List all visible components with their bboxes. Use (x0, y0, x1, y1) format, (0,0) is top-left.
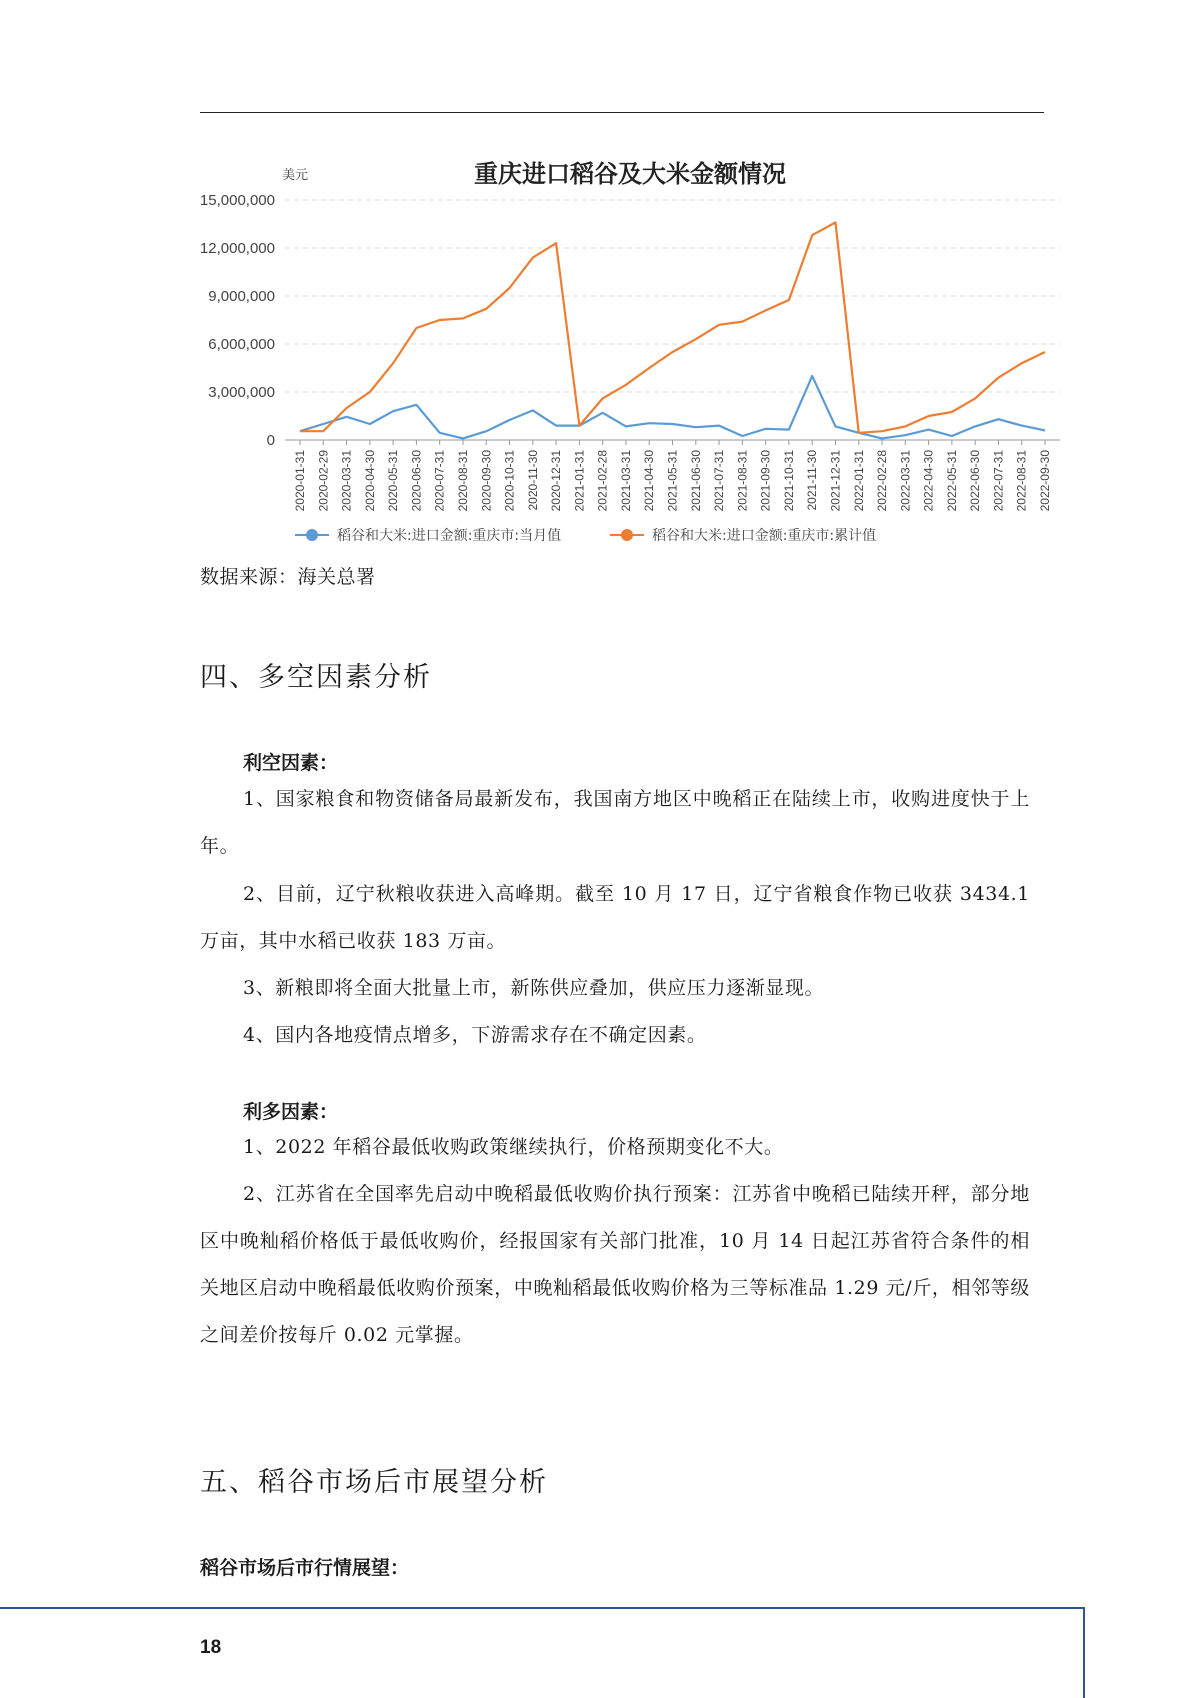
series-line (300, 376, 1045, 438)
legend-swatch-dot (306, 529, 318, 541)
x-tick-label: 2022-07-31 (991, 450, 1006, 512)
x-tick-label: 2022-04-30 (921, 450, 936, 512)
y-tick-label: 6,000,000 (208, 336, 275, 353)
outlook-subtitle: 稻谷市场后市行情展望： (200, 1557, 410, 1579)
bullish-title: 利多因素： (243, 1101, 339, 1123)
chart-svg (200, 150, 1060, 550)
x-tick-label: 2022-06-30 (968, 450, 983, 512)
x-tick-label: 2022-09-30 (1038, 450, 1052, 512)
x-tick-label: 2020-09-30 (479, 450, 494, 512)
import-amount-chart (200, 150, 1060, 550)
x-tick-label: 2022-08-31 (1014, 450, 1029, 512)
x-tick-label: 2020-12-31 (549, 450, 564, 512)
bullish-item-1: 1、2022 年稻谷最低收购政策继续执行，价格预期变化不大。 (243, 1136, 784, 1158)
x-tick-label: 2021-03-31 (618, 450, 633, 512)
x-tick-label: 2022-03-31 (898, 450, 913, 512)
data-source: 数据来源：海关总署 (200, 566, 376, 588)
x-tick-label: 2020-06-30 (409, 450, 424, 512)
y-tick-label: 3,000,000 (208, 384, 275, 401)
x-tick-label: 2021-08-31 (735, 450, 750, 512)
section-title-outlook: 五、稻谷市场后市展望分析 (200, 1467, 548, 1498)
x-tick-label: 2022-02-28 (875, 450, 890, 512)
legend-label: 稻谷和大米:进口金额:重庆市:当月值 (337, 528, 562, 544)
x-tick-label: 2020-01-31 (293, 450, 307, 512)
page-number: 18 (200, 1637, 222, 1658)
chart-unit-label: 美元 (281, 168, 309, 183)
x-tick-label: 2020-03-31 (339, 450, 354, 512)
x-tick-label: 2020-04-30 (362, 450, 377, 512)
bearish-title: 利空因素： (243, 752, 339, 774)
x-tick-label: 2021-04-30 (642, 450, 657, 512)
x-tick-label: 2020-02-29 (316, 450, 331, 512)
x-tick-label: 2021-02-28 (595, 450, 610, 512)
series-line (300, 222, 1045, 432)
section-title-analysis: 四、多空因素分析 (200, 662, 432, 693)
header-rule (200, 112, 1044, 113)
legend-label: 稻谷和大米:进口金额:重庆市:累计值 (652, 528, 877, 544)
footer-rule-vertical (1083, 1607, 1085, 1698)
bearish-item-1: 1、国家粮食和物资储备局最新发布，我国南方地区中晚稻正在陆续上市，收购进度快于上年。 (200, 788, 1030, 857)
x-tick-label: 2022-05-31 (944, 450, 959, 512)
y-tick-label: 9,000,000 (208, 288, 275, 305)
footer-rule (0, 1607, 1085, 1609)
x-tick-label: 2020-05-31 (386, 450, 401, 512)
y-tick-label: 12,000,000 (200, 240, 275, 257)
x-tick-label: 2021-01-31 (572, 450, 587, 512)
bearish-item-2: 2、目前，辽宁秋粮收获进入高峰期。截至 10 月 17 日，辽宁省粮食作物已收获 3434.1 万亩，其中水稻已收获 183 万亩。 (200, 883, 1030, 952)
bullish-item-2: 2、江苏省在全国率先启动中晚稻最低收购价执行预案：江苏省中晚稻已陆续开秤，部分地区中晚籼稻价格低于最低收购价，经报国家有关部门批准，10 月 14 日起江苏省符合条件的相关地区启动中晚稻最低收购价预案，中晚籼稻最低收购价格为三等标准品 1.29 元/斤，相邻等级之间差价按每斤 0.02 元掌握。 (200, 1183, 1030, 1346)
x-tick-label: 2021-06-30 (688, 450, 703, 512)
x-tick-label: 2020-08-31 (455, 450, 470, 512)
x-tick-label: 2021-10-31 (781, 450, 796, 512)
x-tick-label: 2022-01-31 (851, 450, 866, 512)
bearish-item-3: 3、新粮即将全面大批量上市，新陈供应叠加，供应压力逐渐显现。 (243, 977, 825, 999)
legend-swatch-dot (621, 529, 633, 541)
x-tick-label: 2021-09-30 (758, 450, 773, 512)
x-tick-label: 2020-10-31 (502, 450, 517, 512)
y-tick-label: 0 (266, 432, 275, 449)
x-tick-label: 2020-11-30 (525, 450, 540, 511)
x-tick-label: 2021-05-31 (665, 450, 680, 512)
x-tick-label: 2020-07-31 (432, 450, 447, 512)
x-tick-label: 2021-11-30 (805, 450, 820, 511)
chart-title: 重庆进口稻谷及大米金额情况 (474, 160, 786, 188)
bearish-item-4: 4、国内各地疫情点增多，下游需求存在不确定因素。 (243, 1024, 707, 1046)
x-tick-label: 2021-07-31 (712, 450, 727, 512)
y-tick-label: 15,000,000 (200, 192, 275, 209)
x-tick-label: 2021-12-31 (828, 450, 843, 512)
